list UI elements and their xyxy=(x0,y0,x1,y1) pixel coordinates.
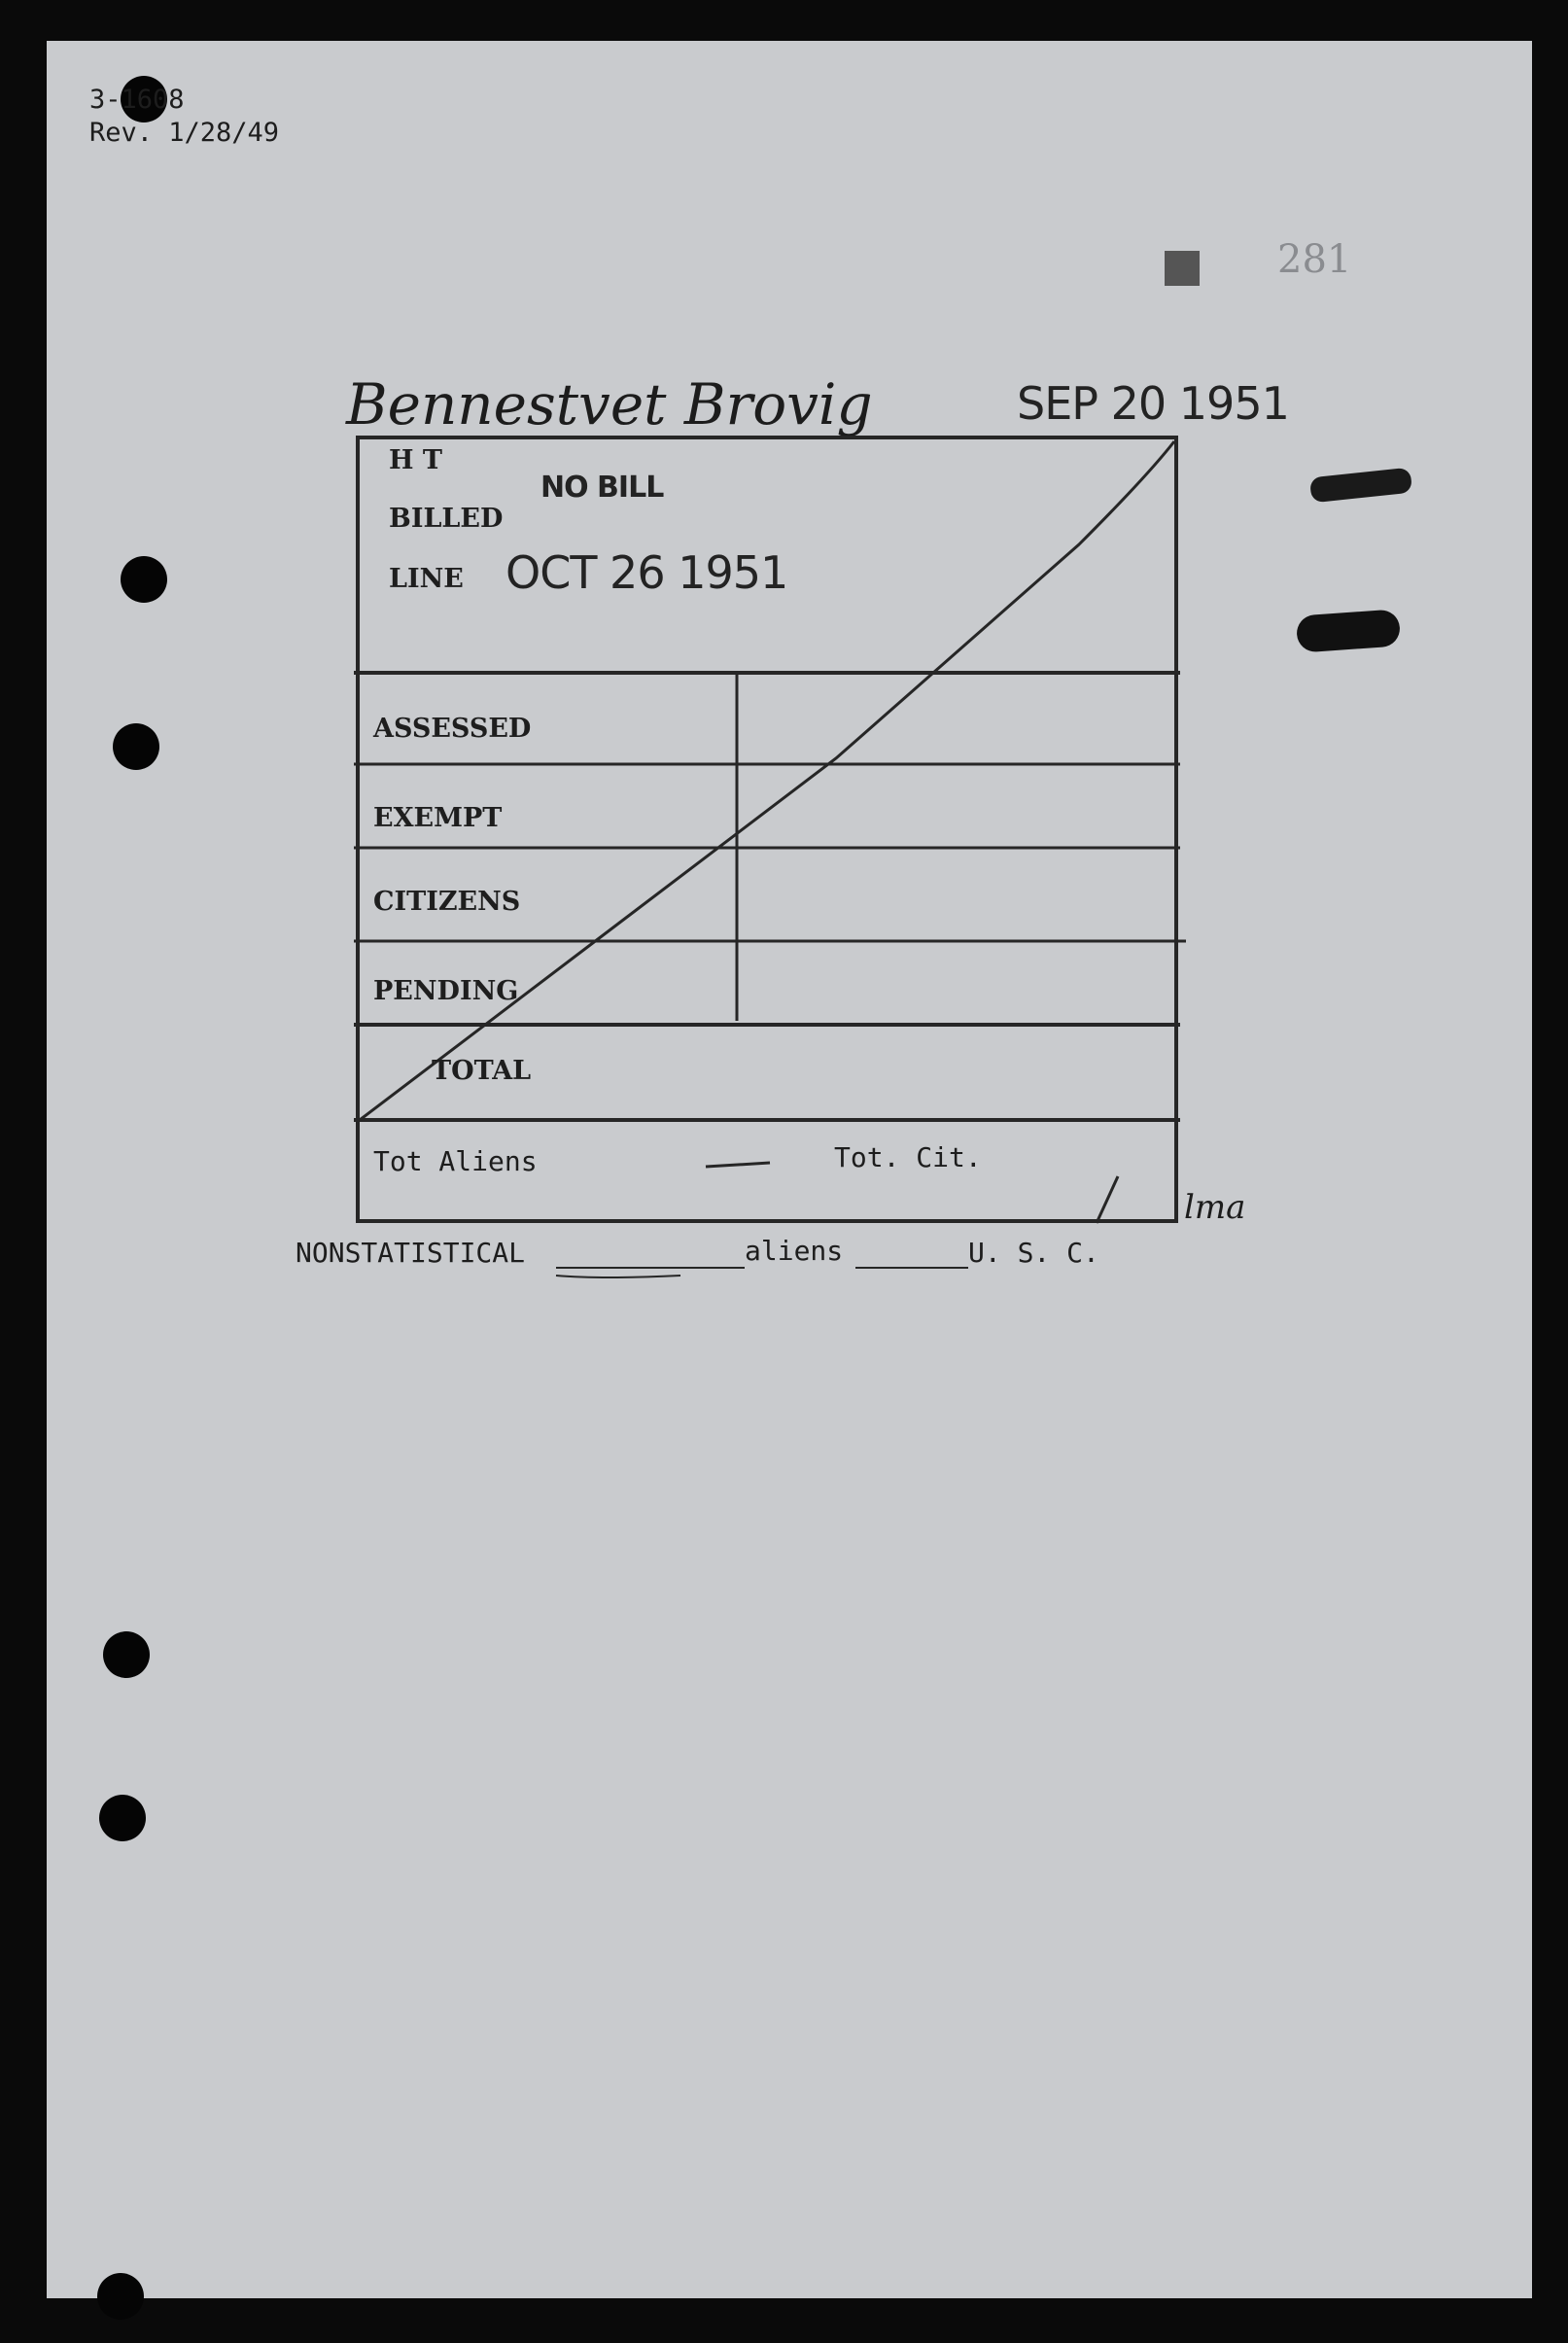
assessed-label: ASSESSED xyxy=(373,714,532,744)
citizens-label: CITIZENS xyxy=(373,887,521,917)
handwritten-scribble xyxy=(556,1276,680,1277)
diagonal-strike-line xyxy=(360,441,1174,1120)
usc-label: U. S. C. xyxy=(968,1237,1099,1269)
ht-label: H T xyxy=(389,445,443,475)
tot-cit-label: Tot. Cit. xyxy=(834,1141,982,1173)
initials: lma xyxy=(1184,1188,1246,1227)
no-bill-stamp: NO BILL xyxy=(540,471,664,505)
received-date-stamp: SEP 20 1951 xyxy=(1017,377,1289,430)
handwritten-name: Bennestvet Brovig xyxy=(346,371,873,437)
file-number: 281 xyxy=(1277,237,1352,282)
tot-aliens-value xyxy=(704,1143,720,1175)
aliens-label: aliens xyxy=(745,1235,844,1267)
exempt-label: EXEMPT xyxy=(373,803,503,833)
form-number: 3-1608 xyxy=(89,85,185,115)
pending-label: PENDING xyxy=(373,976,519,1006)
tot-cit-value xyxy=(1095,1163,1128,1224)
nonstatistical-label: NONSTATISTICAL xyxy=(296,1237,526,1269)
tot-aliens-label: Tot Aliens xyxy=(373,1145,538,1177)
line-label: LINE xyxy=(389,564,464,594)
total-label: TOTAL xyxy=(432,1056,532,1086)
billed-label: BILLED xyxy=(389,504,504,534)
revision-date: Rev. 1/28/49 xyxy=(89,117,280,148)
line-date-stamp: OCT 26 1951 xyxy=(505,546,788,599)
